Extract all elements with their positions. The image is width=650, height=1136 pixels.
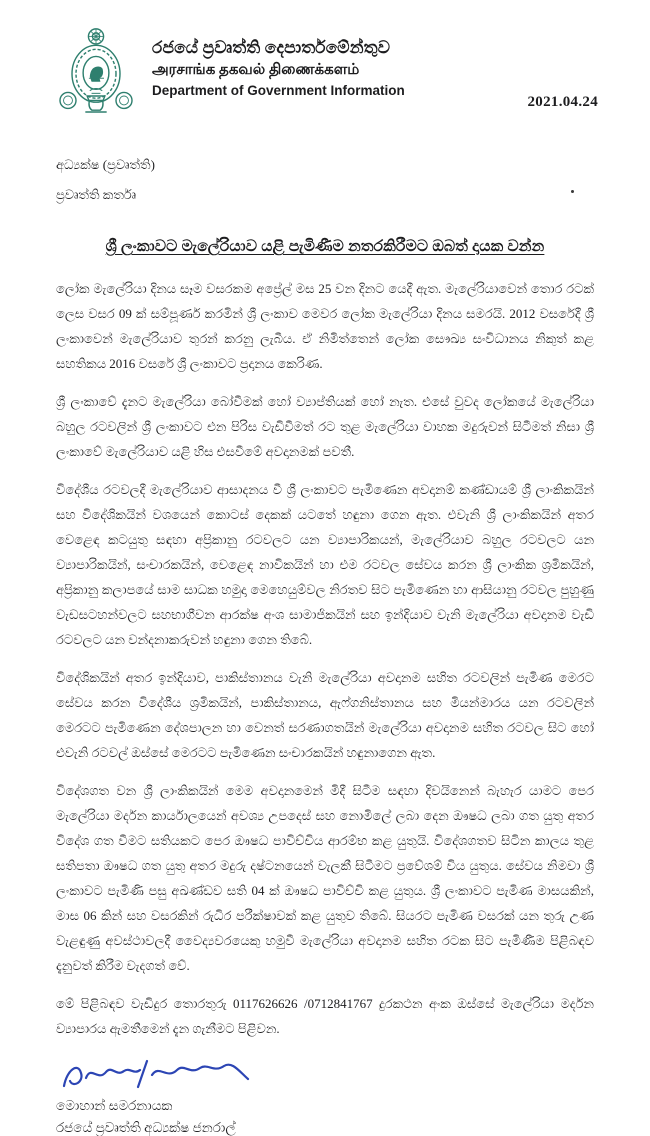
paragraph-contact-info: මේ පිළිබඳව වැඩිදුර තොරතුරු 0117626626 /0712841767 දුරකථන අංක ඔස්සේ මැලේරියා මර්දන ව්‍යාපාරය ඇමතීමෙන් දැන ගැනීමට පිළිවන. xyxy=(56,996,594,1036)
department-name-english: Department of Government Information xyxy=(152,83,405,98)
department-name-tamil: அரசாங்க தகவல் திணைக்களம் xyxy=(152,62,360,78)
stray-ink-dot xyxy=(571,190,574,193)
signature-block xyxy=(56,1054,594,1136)
handwritten-signature xyxy=(58,1054,258,1098)
letter-title: ශ්‍රී ලංකාවට මැලේරියාව යළි පැමිණීම නතරකිරීමට ඔබත් දායක වන්න xyxy=(105,238,545,255)
recipient-line-editor: ප්‍රවෘත්ති කර්තෘ xyxy=(56,187,137,202)
paragraph-risk-groups-foreigners: විදේශිකයින් අතර ඉන්දියාව, පාකිස්තානය වැනි මැලේරියා අවදානම සහිත රටවලින් පැමිණ මෙරට සේවය කරන විදේශීය ශ්‍රමිකයින්, පාකිස්තානය, ඇෆ්ගනිස්තානය සහ මියන්මාරය යන රටවලින් මෙරටට පැමිණෙන දේශපාලන හා වෙනත් සරණාගතයින් මැලේරියා අවදානම සහිත රටවල සිට හෝ එවැනි රටවල් ඔස්සේ මෙරටට පැමිණෙන සංචාරකයින් හඳුනාගෙන ඇත. xyxy=(56,670,594,760)
department-name-sinhala: රජයේ ප්‍රවෘත්ති දෙපාර්තමේන්තුව xyxy=(152,38,391,57)
signatory-title: රජයේ ප්‍රවෘත්ති අධ්‍යක්ෂ ජනරාල් xyxy=(56,1120,236,1135)
letterhead xyxy=(56,26,594,118)
recipient-line-director: අධ්‍යක්ෂ (ප්‍රවෘත්ති) xyxy=(56,157,155,172)
letter-body xyxy=(56,276,594,1041)
paragraph-risk-groups-locals: විදේශීය රටවලදී මැලේරියාව ආසාදනය වී ශ්‍රී ලංකාවට පැමිණෙන අවදානම් කණ්ඩායම් ශ්‍රී ලාංකිකයින් සහ විදේශිකයින් වශයෙන් කොටස් දෙකක් යටතේ හඳුනා ගෙන ඇත. එවැනි ශ්‍රී ලාංකිකයින් අතර වෙළෙඳ කටයුතු සඳහා අප්‍රිකානු රටවලට යන ව්‍යාපාරිකයන්, මැලේරියාව බහුල රටවලට යන ව්‍යාපාරිකයින්, සංචාරකයින්, වෙළෙඳ නාවිකයින් හා එම රටවල සේවය කරන ශ්‍රී ලාංකික ශ්‍රමිකයින්, අප්‍රිකානු කලාපයේ සාම සාධක හමුදා මෙහෙයුම්වල නිරතව සිට පැමිණෙන හා ආසියානු රටවල පුහුණු වැඩසටහන්වලට සහභාගීවන ආරක්ෂ අංශ සාමාජිකයින් සහ ඉන්දියාව වැනි මැලේරියා අවදානම වැඩි රටවලට යන වන්දනාකරුවන් හඳුනා ගෙන තිබේ. xyxy=(56,482,594,647)
signatory-name: මොහාන් සමරනායක xyxy=(56,1098,173,1113)
department-name-block xyxy=(152,26,405,98)
sri-lanka-emblem-icon xyxy=(56,26,136,118)
paragraph-prevention-advice: විදේශගත වන ශ්‍රී ලාංකිකයින් මෙම අවදානමෙන් මිදී සිටීම සඳහා දිවයිනෙන් බැහැර යාමට පෙර මැලේරියා මර්දන කාර්යාලයෙන් අවශ්‍ය උපදෙස් සහ නොමිලේ ලබා දෙන ඖෂධ ලබා ගත යුතු අතර විදේශ ගත වීමට සතියකට පෙර ඖෂධ පාවිච්චිය ආරම්භ කළ යුතුයි. විදේශගතව සිටින කාලය තුළ සතිපතා ඖෂධ ගත යුතු අතර මදුරු දෂ්ටනයෙන් වැලකී සිටීමට ප්‍රවේශම් විය යුතුය. සේවය නිමවා ශ්‍රී ලංකාවට පැමිණි පසු අඛණ්ඩව සති 04 ක් ඖෂධ පාවිච්චි කළ යුතුය. ශ්‍රී ලංකාවට පැමිණ මාසයකින්, මාස 06 කින් සහ වසරකින් රුධිර පරීක්ෂාවක් කළ යුතුව තිබේ. සියරට පැමිණ වසරක් යන තුරු උණ වැළඳුණු අවස්ථාවලදී වෛද්‍යවරයෙකු හමුවී මැලේරියා අවදානම සහිත රටක සිට පැමිණීම පිළිබඳව දැනුවත් කිරීම වැදගත් වේ. xyxy=(56,783,594,973)
paragraph-current-status: ශ්‍රී ලංකාවේ දැනට මැලේරියා බෝවීමක් හෝ ව්‍යාප්තියක් හෝ නැත. එසේ වුවද ලෝකයේ මැලේරියා බහුල රටවලින් ශ්‍රී ලංකාවට එන පිරිස වැඩිවීමත් රට තුළ මැලේරියා වාහක මදුරුවන් සිටීමත් නිසා ශ්‍රී ලංකාවේ මැලේරියාව යළි හිස එසවීමේ අවදානමක් පවතී. xyxy=(56,394,594,459)
paragraph-world-malaria-day: ලෝක මැලේරියා දිනය සෑම වසරකම අප්‍රේල් මස 25 වන දිනට යෙදී ඇත. මැලේරියාවෙන් තොර රටක් ලෙස වසර 09 ක් සම්පූර්ණ කරමින් ශ්‍රී ලංකාව මෙවර ලෝක මැලේරියා දිනය සමරයි. 2012 වසරේදී ශ්‍රී ලංකාවෙන් මැලේරියාව තුරන් කරනු ලැබීය. ඒ නිමිත්තෙන් ලෝක සෞඛ්‍ය සංවිධානය නිකුත් කළ සහතිකය 2016 වසරේ ශ්‍රී ලංකාවට ප්‍රදානය කෙරිණ. xyxy=(56,281,594,371)
recipient-block xyxy=(56,150,594,210)
document-date: 2021.04.24 xyxy=(527,94,598,110)
